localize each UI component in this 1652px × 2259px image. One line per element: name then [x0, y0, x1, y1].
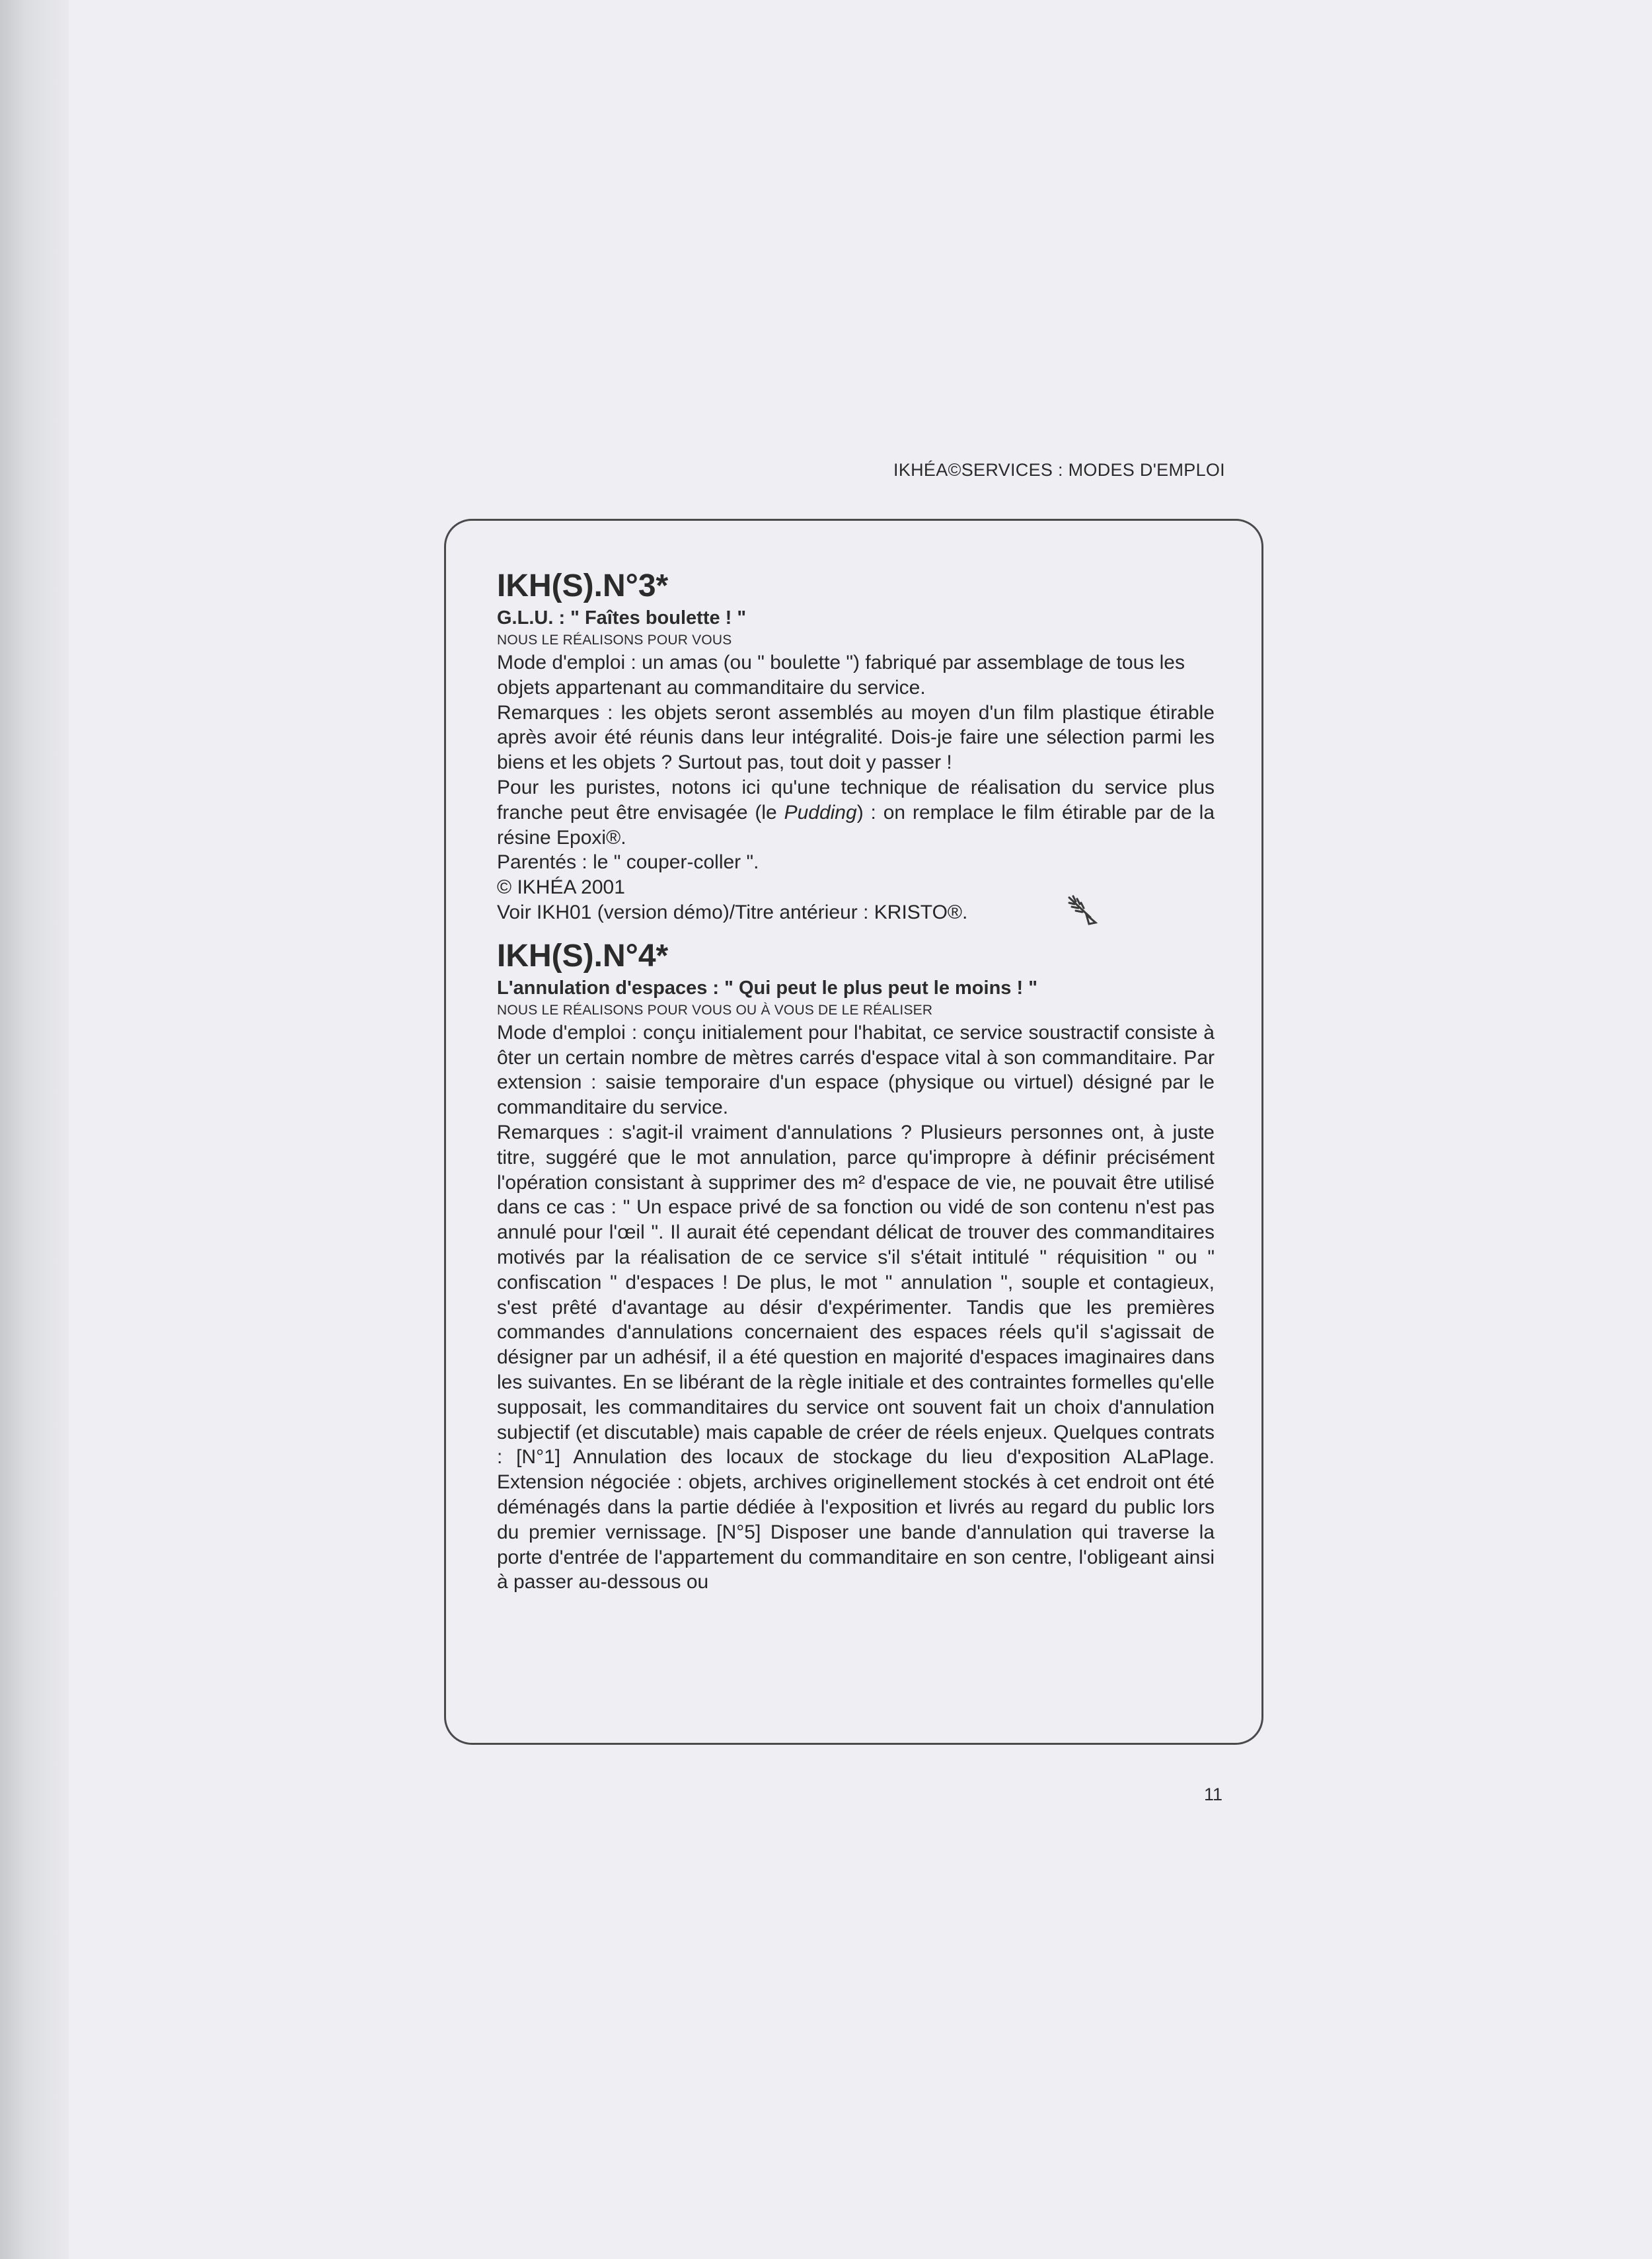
entry-tagline: NOUS LE RÉALISONS POUR VOUS — [497, 632, 732, 648]
puristes-paragraph — [497, 775, 1215, 850]
remarques-paragraph: Remarques : s'agit-il vraiment d'annulations ? Plusieurs personnes ont, à juste titre, suggéré que le mot annulation, parce qu'impropre à définir précisément l'opération consistant à supprimer des m² d'espace de vie, ne pouvait être utilisé dans ce cas : " Un espace privé de sa fonction ou vidé de son contenu n'est pas annulé pour l'œil ". Il aurait été cependant délicat de trouver des commanditaires motivés par la réalisation de ce service s'il s'était intitulé " réquisition " ou " confiscation " d'espaces ! De plus, le mot " annulation ", souple et contagieux, s'est prêté d'avantage au désir d'expérimenter. Tandis que les premières commandes d'annulations concernaient des espaces réels qu'il s'agissait de désigner par un adhésif, il a été question en majorité d'espaces imaginaires dans les suivantes. En se libérant de la règle initiale et des contraintes formelles qu'elle supposait, les commanditaires du service ont souvent fait un choix d'annulation subjectif (et discutable) mais capable de créer de réels enjeux. Quelques contrats : [N°1] Annulation des locaux de stockage du lieu d'exposition ALaPlage. Extension négociée : objets, archives originellement stockés à cet endroit ont été déménagés dans la partie dédiée à l'exposition et livrés au regard du public lors du premier vernissage. [N°5] Disposer une bande d'annulation qui traverse la porte d'entrée de l'appartement du commanditaire en son centre, l'obligeant ainsi à passer au-dessous ou — [497, 1121, 1215, 1593]
remarques-paragraph: Remarques : les objets seront assemblés au moyen d'un film plastique étirable après avoir été réunis dans leur intégralité. Dois-je faire une sélection parmi les biens et les objets ? Surtout pas, tout doit y passer ! — [497, 701, 1215, 774]
running-header: IKHÉA©SERVICES : MODES D'EMPLOI — [893, 460, 1225, 480]
entry-title: IKH(S).N°3* — [497, 568, 669, 603]
entry-ikhs-4 — [497, 937, 1215, 1595]
scan-left-edge — [0, 0, 69, 2259]
entry-tagline: NOUS LE RÉALISONS POUR VOUS OU À VOUS DE LE RÉALISER — [497, 1002, 933, 1018]
mode-emploi-paragraph: Mode d'emploi : conçu initialement pour l'habitat, ce service soustractif consiste à ôter un certain nombre de mètres carrés d'espace vital à son commanditaire. Par extension : saisie temporaire d'un espace (physique ou virtuel) désigné par le commanditaire du service. — [497, 1021, 1215, 1119]
puristes-text-start: Pour les puristes, notons ici qu'une technique de réalisation du service plus franche peut être envisagée (le — [497, 776, 1215, 823]
pudding-term: Pudding — [784, 801, 857, 823]
page-number: 11 — [1203, 1784, 1222, 1804]
frame-content — [497, 567, 1215, 1595]
entry-subtitle: L'annulation d'espaces : " Qui peut le plus peut le moins ! " — [497, 977, 1037, 999]
copyright-line: © IKHÉA 2001 — [497, 876, 625, 899]
entry-subtitle: G.L.U. : " Faîtes boulette ! " — [497, 607, 747, 629]
entry-ikhs-3 — [497, 567, 1215, 925]
parentes-line: Parentés : le " couper-coller ". — [497, 851, 759, 874]
entry-title: IKH(S).N°4* — [497, 938, 669, 974]
mode-emploi-paragraph: Mode d'emploi : un amas (ou " boulette ") fabriqué par assemblage de tous les objets appartenant au commanditaire du service. — [497, 652, 1185, 699]
puristes-text-end: ) : on remplace le film étirable par de la résine Epoxi®. — [497, 801, 1215, 849]
small-rocket-doodle-icon — [1064, 891, 1104, 931]
voir-line: Voir IKH01 (version démo)/Titre antérieur : KRISTO®. — [497, 901, 968, 923]
